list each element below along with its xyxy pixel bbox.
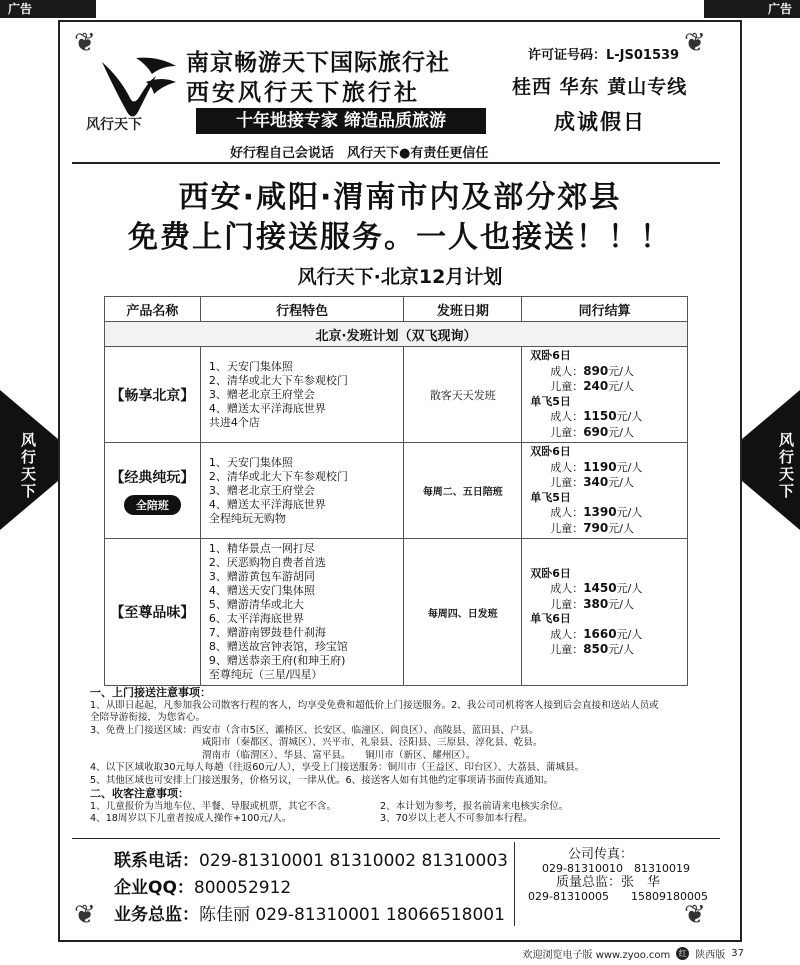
red-edition-icon: 红 [676,947,689,960]
price-unit: 元/人 [608,597,634,611]
note-item: 3、70岁以上老人不可参加本行程。 [380,813,533,824]
plan-table [104,296,688,686]
ad-tag-right: 广告 [704,0,800,18]
license-number: 许可证号码：L-JS01539 [528,48,680,63]
notes-section-title: 二、收客注意事项： [90,787,189,800]
feature-item: 5、赠游清华或北大 [208,598,304,611]
note-line: 3、免费上门接送区域：西安市（含市5区、灞桥区、长安区、临潼区、阎良区）、高陵县、蓝田县、户县。 [90,724,539,736]
adult-price: 890 [583,363,609,378]
child-price: 850 [583,642,609,656]
price-group: 单飞5日 [530,490,571,504]
adult-label: 成人： [550,627,584,641]
child-price: 340 [583,475,609,489]
headline-line-2: 免费上门接送服务。一人也接送！！！ [128,220,672,255]
adult-price: 1450 [583,581,617,595]
feature-item: 2、厌恶购物自费者首选 [208,556,326,569]
note-item: 1、儿童报价为当地车位、半餐、导服或机票，其它不含。 [90,800,336,812]
child-price: 240 [583,379,609,393]
price-cell [522,443,688,539]
table-row [105,443,688,539]
price-unit: 元/人 [608,425,634,439]
column-header: 行程特色 [200,297,404,322]
corner-ornament-icon: ❦ [684,28,706,58]
feature-item: 3、赠老北京王府堂会 [208,483,315,497]
child-price-line [530,642,679,658]
feature-item: 4、赠送太平洋海底世界 [208,401,326,415]
column-header: 同行结算 [522,297,688,322]
headline-line-1: 西安·咸阳·渭南市内及部分郊县 [178,180,622,215]
corner-ornament-icon: ❦ [74,28,96,58]
price-unit: 元/人 [616,506,643,519]
adult-price-line [530,581,679,597]
side-label-right: 风行天下 [777,432,795,500]
child-price: 690 [583,424,609,439]
child-label: 儿童： [550,643,584,656]
note-line: 咸阳市（秦都区、渭城区）、兴平市、礼泉县、泾阳县、三原县、淳化县、乾县。 [202,737,543,748]
feature-item: 3、赠游黄包车游胡同 [208,570,315,583]
price-unit: 元/人 [608,643,634,656]
note-line: 全陪导游衔接，为您省心。 [90,712,206,723]
product-name: 【经典纯玩】 [110,469,195,486]
feature-item: 2、清华或北大下车参观校门 [208,373,348,387]
features-cell [200,539,404,686]
route-specialties: 桂西 华东 黄山专线 [512,76,688,98]
product-name-cell [105,539,201,686]
feature-item: 9、赠送恭亲王府(和珅王府) [208,654,346,667]
column-header: 产品名称 [105,297,201,322]
price-unit: 元/人 [608,476,634,489]
footer-text: 欢迎浏览电子版 www.zyoo.com [522,950,671,961]
note-line: 渭南市（临渭区）、华县、富平县。 铜川市（新区、耀州区）。 [202,749,476,761]
contact-block [114,848,508,929]
child-label: 儿童： [550,597,584,611]
feature-item: 2、清华或北大下车参观校门 [208,469,348,483]
child-price-line [530,521,679,537]
table-row [105,347,688,443]
divider [514,842,515,926]
child-label: 儿童： [550,380,584,393]
child-price-line [530,597,679,613]
adult-price-line [530,460,679,476]
qq-number: 800052912 [193,878,292,898]
adult-price: 1150 [583,409,617,423]
note-line: 4、以下区域收取30元每人每趟（往返60元/人），享受上门接送服务：铜川市（王益区、印台区）、大荔县、蒲城县。 [90,762,585,773]
price-unit: 元/人 [616,627,643,641]
slogan-banner: 十年地接专家 缔造品质旅游 [196,108,486,134]
motto-line: 好行程自己会说话 风行天下●有责任更信任 [230,146,489,161]
phone-numbers: 029-81310001 81310002 81310003 [199,851,508,871]
price-group: 双卧6日 [530,349,571,362]
product-name: 【畅享北京】 [110,387,195,404]
qa-numbers: 029-81310005 15809180005 [528,890,708,903]
logo-text: 风行天下 [86,117,142,133]
divider [72,838,720,839]
product-name-cell [105,443,201,539]
column-header: 发班日期 [404,297,522,322]
phone-label: 联系电话： [114,851,199,871]
ad-tag-left: 广告 [0,0,96,18]
page-footer [523,946,744,961]
adult-price: 1660 [583,626,617,641]
note-line [90,801,730,814]
feature-item: 7、赠游南锣鼓巷什刹海 [208,626,326,639]
fax-block [528,848,708,904]
feature-item: 1、天安门集体照 [208,455,293,469]
child-price-line [530,425,679,441]
manager-label: 业务总监： [114,905,199,925]
departure-cell: 每周四、日发班 [404,539,522,686]
fax-numbers: 029-81310010 81310019 [542,862,690,875]
price-cell [522,539,688,686]
feature-item: 全程纯玩无购物 [208,511,286,525]
qa-director: 质量总监：张 华 [556,875,661,890]
child-price: 790 [583,520,609,535]
plan-title: 风行天下·北京12月计划 [297,266,503,288]
price-unit: 元/人 [616,460,643,474]
fax-title: 公司传真： [568,847,634,862]
corner-ornament-icon: ❦ [74,900,96,930]
page-number: 37 [731,948,744,959]
feature-item: 1、精华景点一网打尽 [208,542,315,555]
adult-price: 1190 [583,459,617,474]
departure-cell: 散客天天发班 [404,347,522,443]
feature-item: 1、天安门集体照 [208,359,293,373]
child-label: 儿童： [550,521,584,535]
adult-price-line [530,409,679,425]
manager-contact: 陈佳丽 029-81310001 18066518001 [199,905,505,925]
child-label: 儿童： [550,425,584,439]
adult-label: 成人： [550,410,584,423]
product-name-cell [105,347,201,443]
note-item: 4、18周岁以下儿童者按成人操作+100元/人。 [90,813,292,824]
corner-ornament-icon: ❦ [684,900,706,930]
feature-item: 3、赠老北京王府堂会 [208,387,315,401]
adult-price-line [530,364,679,380]
note-line: 1、从即日起起，凡参加我公司散客行程的客人，均享受免费和超低价上门接送服务。2、我公司司机将客人接到后会直接和送站人员或 [90,699,659,711]
product-name: 【至尊品味】 [110,605,195,621]
price-group: 单飞6日 [530,612,571,625]
adult-label: 成人： [550,506,584,519]
price-unit: 元/人 [616,582,643,595]
child-price-line [530,475,679,491]
note-item: 2、本计划为参考，报名前请来电核实余位。 [380,800,569,812]
price-group: 双卧6日 [530,566,571,580]
price-unit: 元/人 [616,410,643,423]
notes-section-title: 一、上门接送注意事项： [90,686,211,699]
adult-label: 成人： [550,364,584,378]
note-line [90,813,730,826]
agency-name-2: 西安风行天下旅行社 [186,80,420,106]
price-unit: 元/人 [608,380,634,393]
feature-item: 共进4个店 [208,415,260,429]
feature-item: 8、赠送故宫钟表馆，珍宝馆 [208,640,348,653]
feature-item: 6、太平洋海底世界 [208,612,304,625]
qq-label: 企业QQ： [114,878,194,898]
price-unit: 元/人 [608,521,634,535]
table-subheader: 北京·发班计划（双飞现询） [105,322,688,347]
price-group: 双卧6日 [530,445,571,458]
child-label: 儿童： [550,476,584,489]
child-price-line [530,379,679,395]
adult-label: 成人： [550,582,584,595]
divider [72,162,720,164]
feature-item: 至尊纯玩（三星/四星） [208,668,323,681]
child-price: 380 [583,596,609,611]
adult-label: 成人： [550,460,584,474]
price-cell [522,347,688,443]
price-unit: 元/人 [608,364,634,378]
adult-price: 1390 [583,505,617,519]
escort-badge: 全陪班 [124,495,181,515]
departure-cell: 每周二、五日陪班 [404,443,522,539]
footer-edition: 陕西版 [695,950,726,961]
notes-section [90,686,730,826]
feature-item: 4、赠送太平洋海底世界 [208,497,326,511]
features-cell [200,443,404,539]
feature-item: 4、赠送天安门集体照 [208,584,315,597]
honesty-tagline: 成诚假日 [554,110,646,134]
adult-price-line [530,505,679,521]
side-label-left: 风行天下 [19,432,37,500]
agency-name-1: 南京畅游天下国际旅行社 [186,50,450,76]
table-row [105,539,688,686]
adult-price-line [530,627,679,643]
note-line: 5、其他区域也可安排上门接送服务，价格另议，一律从优。6、接送客人如有其他约定事项请书面传真通知。 [90,774,554,786]
price-group: 单飞5日 [530,394,571,408]
features-cell [200,347,404,443]
